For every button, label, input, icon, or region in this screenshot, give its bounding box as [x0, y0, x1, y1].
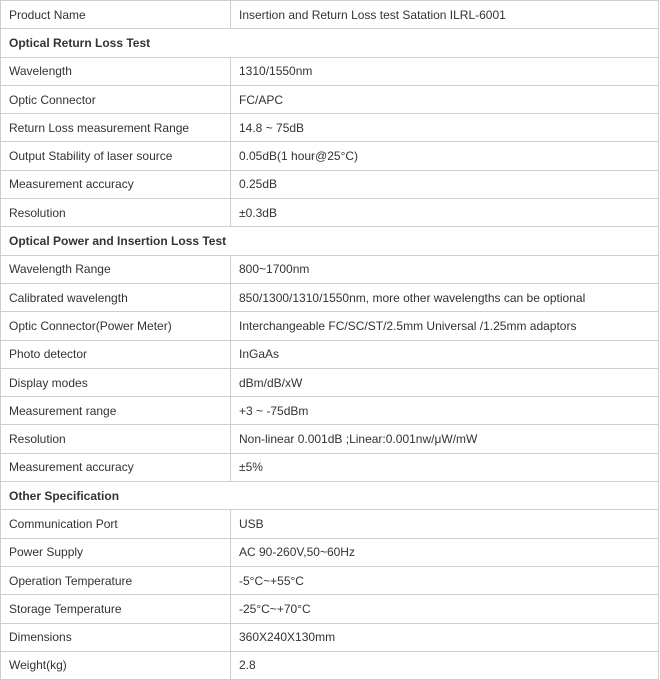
section-title: Optical Return Loss Test	[1, 29, 659, 57]
row-label: Optic Connector	[1, 85, 231, 113]
section-title: Other Specification	[1, 482, 659, 510]
row-label: Power Supply	[1, 538, 231, 566]
row-label: Wavelength	[1, 57, 231, 85]
row-value: 850/1300/1310/1550nm, more other wavelengths can be optional	[231, 283, 659, 311]
row-label: Optic Connector(Power Meter)	[1, 312, 231, 340]
row-value: 0.25dB	[231, 170, 659, 198]
row-label: Calibrated wavelength	[1, 283, 231, 311]
row-label: Resolution	[1, 199, 231, 227]
section-title: Optical Power and Insertion Loss Test	[1, 227, 659, 255]
table-row	[1, 510, 659, 538]
section-header-other-specification	[1, 482, 659, 510]
table-row	[1, 85, 659, 113]
table-row	[1, 114, 659, 142]
row-value: dBm/dB/xW	[231, 368, 659, 396]
table-row	[1, 538, 659, 566]
row-value: Non-linear 0.001dB ;Linear:0.001nw/μW/mW	[231, 425, 659, 453]
row-label: Wavelength Range	[1, 255, 231, 283]
row-label: Display modes	[1, 368, 231, 396]
row-value: 2.8	[231, 651, 659, 679]
table-row	[1, 453, 659, 481]
row-value: Interchangeable FC/SC/ST/2.5mm Universal /1.25mm adaptors	[231, 312, 659, 340]
row-value: 1310/1550nm	[231, 57, 659, 85]
table-row	[1, 312, 659, 340]
product-name-row	[1, 1, 659, 29]
row-label: Operation Temperature	[1, 566, 231, 594]
row-value: +3 ~ -75dBm	[231, 397, 659, 425]
row-value: FC/APC	[231, 85, 659, 113]
product-name-value: Insertion and Return Loss test Satation ILRL-6001	[231, 1, 659, 29]
row-label: Communication Port	[1, 510, 231, 538]
row-label: Return Loss measurement Range	[1, 114, 231, 142]
row-value: -5°C~+55°C	[231, 566, 659, 594]
table-row	[1, 397, 659, 425]
row-value: USB	[231, 510, 659, 538]
row-value: 14.8 ~ 75dB	[231, 114, 659, 142]
row-label: Weight(kg)	[1, 651, 231, 679]
table-row	[1, 651, 659, 679]
table-row	[1, 255, 659, 283]
table-row	[1, 595, 659, 623]
row-label: Storage Temperature	[1, 595, 231, 623]
table-row	[1, 368, 659, 396]
section-header-optical-power-insertion-loss	[1, 227, 659, 255]
table-row	[1, 283, 659, 311]
row-label: Measurement accuracy	[1, 453, 231, 481]
table-row	[1, 623, 659, 651]
table-row	[1, 340, 659, 368]
row-value: InGaAs	[231, 340, 659, 368]
table-row	[1, 425, 659, 453]
row-value: ±0.3dB	[231, 199, 659, 227]
row-label: Resolution	[1, 425, 231, 453]
row-value: 800~1700nm	[231, 255, 659, 283]
table-row	[1, 57, 659, 85]
table-row	[1, 170, 659, 198]
row-value: ±5%	[231, 453, 659, 481]
row-label: Photo detector	[1, 340, 231, 368]
row-value: 0.05dB(1 hour@25°C)	[231, 142, 659, 170]
section-header-optical-return-loss	[1, 29, 659, 57]
row-value: -25°C~+70°C	[231, 595, 659, 623]
row-label: Dimensions	[1, 623, 231, 651]
row-label: Measurement accuracy	[1, 170, 231, 198]
table-row	[1, 566, 659, 594]
row-value: 360X240X130mm	[231, 623, 659, 651]
row-label: Measurement range	[1, 397, 231, 425]
table-row	[1, 199, 659, 227]
spec-table-body	[1, 1, 659, 680]
row-value: AC 90-260V,50~60Hz	[231, 538, 659, 566]
product-name-label: Product Name	[1, 1, 231, 29]
table-row	[1, 142, 659, 170]
row-label: Output Stability of laser source	[1, 142, 231, 170]
